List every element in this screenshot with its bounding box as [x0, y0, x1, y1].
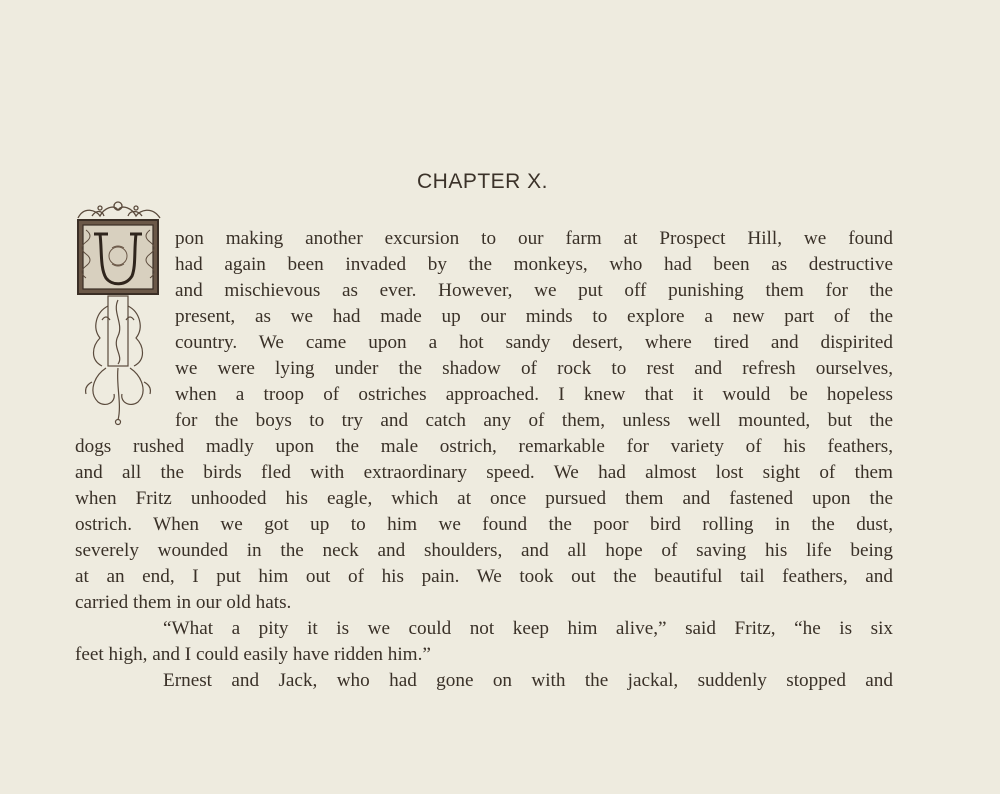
text-line: at an end, I put him out of his pain. We took out the beautiful tail feathers, and [75, 566, 893, 587]
text-line: ostrich. When we got up to him we found the poor bird rolling in the dust, [75, 514, 893, 535]
text-line: for the boys to try and catch any of them, unless well mounted, but the [175, 410, 893, 431]
text-line: severely wounded in the neck and shoulders, and all hope of saving his life being [75, 540, 893, 561]
text-line: when Fritz unhooded his eagle, which at once pursued them and fastened upon the [75, 488, 893, 509]
text-line: country. We came upon a hot sandy desert, where tired and dispirited [175, 332, 893, 353]
chapter-title: CHAPTER X. [416, 170, 549, 193]
text-line: carried them in our old hats. [75, 592, 292, 613]
text-line: present, as we had made up our minds to explore a new part of the [175, 306, 893, 327]
text-line: we were lying under the shadow of rock to rest and refresh ourselves, [175, 358, 893, 379]
text-line: had again been invaded by the monkeys, who had been as destructive [175, 254, 893, 275]
text-line: dogs rushed madly upon the male ostrich, remarkable for variety of his feathers, [75, 436, 893, 457]
text-line: and mischievous as ever. However, we put off punishing them for the [175, 280, 893, 301]
text-line: and all the birds fled with extraordinary speed. We had almost lost sight of them [75, 462, 893, 483]
text-line: pon making another excursion to our farm at Prospect Hill, we found [175, 228, 893, 249]
text-line: “What a pity it is we could not keep him alive,” said Fritz, “he is six [163, 618, 893, 639]
text-line: when a troop of ostriches approached. I knew that it would be hopeless [175, 384, 893, 405]
text-line: Ernest and Jack, who had gone on with the jackal, suddenly stopped and [163, 670, 893, 691]
text-line: feet high, and I could easily have ridden him.” [75, 644, 431, 665]
ornamental-drop-cap-icon [72, 196, 164, 426]
